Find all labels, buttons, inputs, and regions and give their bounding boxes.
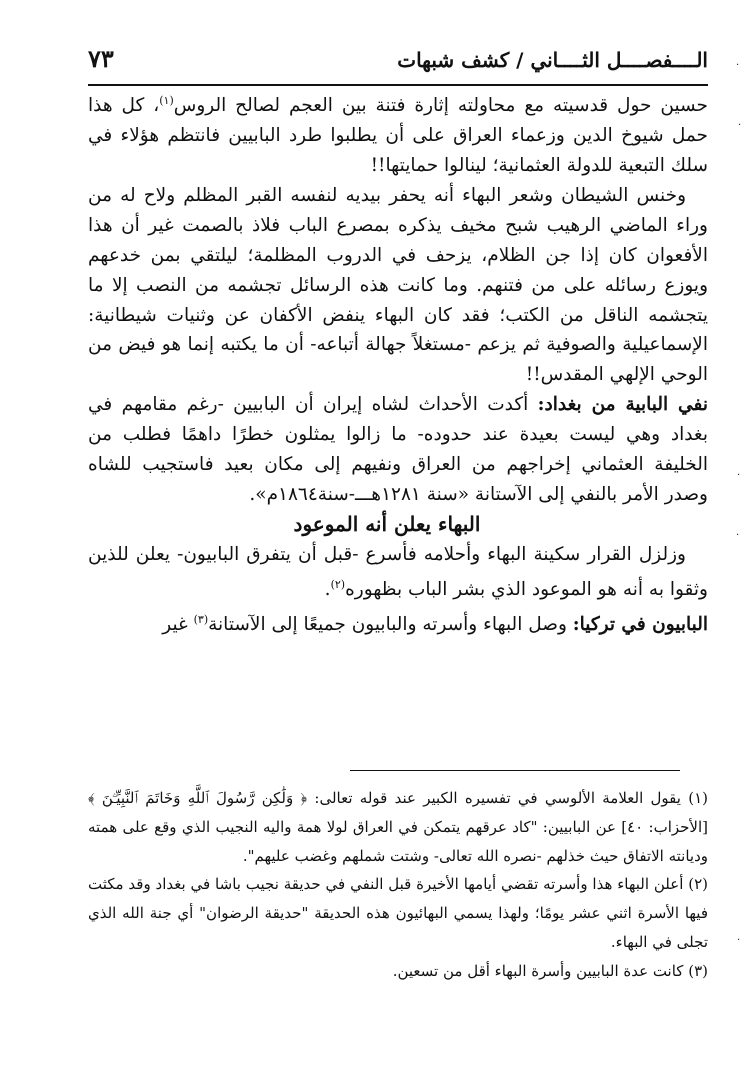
footnote-1: (١) يقول العلامة الألوسي في تفسيره الكبير عند قوله تعالى: ﴿ وَلَٰكِن رَّسُولَ ٱللَّهِ وَخَاتَمَ ٱلنَّبِيِّـۧنَ ﴾ [الأحزاب: ٤٠] عن البابيين: "كاد عرقهم يتمكن في العراق لولا همة واليه النجيب الذي وقع على همته وديانته الاتفاق حيث خذلهم -نصره الله تعالى- وشتت شملهم وغضب عليهم". — [88, 789, 709, 865]
footnote-divider — [350, 770, 680, 771]
chapter-title: الــــفصــــل الثــــاني / كشف شبهات — [397, 48, 708, 72]
margin-dot-icon: · — [736, 60, 740, 71]
footnote-ref-3[interactable]: (٣) — [193, 612, 209, 626]
body-text — [88, 86, 708, 640]
footnotes — [88, 784, 708, 986]
paragraph-2: وخنس الشيطان وشعر البهاء أنه يحفر بيديه لنفسه القبر المظلم ولاح له من وراء الماضي الرهيب شبح مخيف يذكره بمصرع الباب فلاذ بالصمت غير أن هذا الأفعوان كان إذا جن الظلام، يزحف في الدروب المظلمة؛ ليلتقي بمن خدعهم ويوزع رسائله على من فتنهم. وما كانت هذه الرسائل تجشمه من النصب إلا ما يتجشمه الناقل من الكتب؛ فقد كان البهاء ينفض الأكفان عن وثنيات شيطانية: الإسماعيلية والصوفية ثم يزعم -مستغلاً جهالة أتباعه- أن ما يكتبه إنما هو فيض من الوحي الإلهي المقدس!! — [88, 184, 708, 386]
footnote-ref-2[interactable]: (٢) — [330, 577, 346, 591]
subtopic-lead: نفي البابية من بغداد: — [537, 394, 708, 416]
subtopic-lead: البابيون في تركيا: — [572, 613, 708, 635]
paragraph-4: وزلزل القرار سكينة البهاء وأحلامه فأسرع -قبل أن يتفرق البابيون- يعلن للذين وثقوا به أنه هو الموعود الذي بشر الباب بظهوره$^{(٢)}$. — [88, 543, 708, 600]
margin-dot-icon: · — [737, 935, 741, 946]
running-header — [88, 38, 708, 82]
footnote-2: (٢) أعلن البهاء هذا وأسرته تقضي أيامها الأخيرة قبل النفي في حديقة نجيب باشا في بغداد وقد مكثت فيها الأسرة اثني عشر يومًا؛ ولهذا يسمي البهائيون هذه الحديقة "حديقة الرضوان" أي جنة الله الذي تجلى في البهاء. — [88, 875, 708, 951]
section-heading: البهاء يعلن أنه الموعود — [293, 511, 481, 536]
paragraph-5: البابيون في تركيا: وصل البهاء وأسرته والبابيون جميعًا إلى الآستانة$^{(٣)}$ غير — [162, 612, 708, 635]
footnote-3: (٣) كانت عدة البابيين وأسرة البهاء أقل من تسعين. — [392, 961, 708, 980]
margin-dot-icon: · — [737, 470, 741, 481]
page-number: ٧٣ — [88, 44, 114, 73]
margin-dot-icon: · — [738, 120, 742, 131]
paragraph-3: نفي البابية من بغداد: أكدت الأحداث لشاه إيران أن البابيين -رغم مقامهم في بغداد وهي ليست بعيدة عند حدوده- ما زالوا يمثلون خطرًا داهمًا فطلب من الخليفة العثماني إخراجهم من العراق ونفيهم إلى مكان بعيد فاستجيب للشاه وصدر الأمر بالنفي إلى الآستانة «سنة ١٢٨١هـــ-سنة١٨٦٤م». — [88, 394, 708, 505]
margin-dot-icon: · — [736, 530, 740, 541]
paragraph-1: حسين حول قدسيته مع محاولته إثارة فتنة بين العجم لصالح الروس$^{(١)}$، كل هذا حمل شيوخ الدين وزعماء العراق على أن يطلبوا طرد البابيين فانتظم هؤلاء في سلك التبعية للدولة العثمانية؛ لينالوا حمايتها!! — [88, 94, 708, 176]
footnote-ref-1[interactable]: (١) — [159, 94, 174, 107]
